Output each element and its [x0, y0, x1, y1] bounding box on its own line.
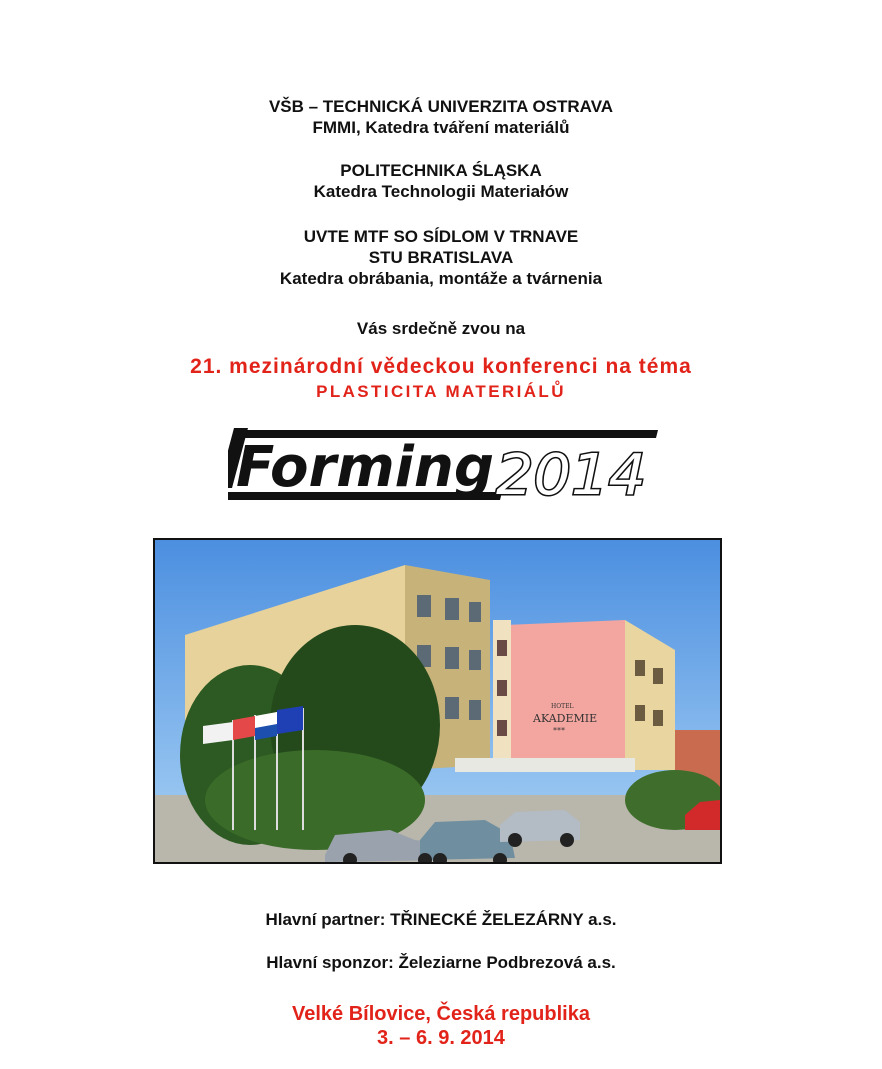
logo-year: 2014 [496, 443, 646, 504]
venue-location: Velké Bílovice, Česká republika [292, 1003, 590, 1025]
conference-title: 21. mezinárodní vědeckou konferenci na téma [190, 355, 692, 378]
hotel-sign: AKADEMIE [533, 712, 598, 725]
organizer-department: Katedra obrábania, montáže a tvárnenia [279, 269, 603, 288]
sponsor-block [0, 952, 882, 973]
organizer-name: UVTE MTF SO SÍDLOM V TRNAVE [303, 227, 579, 246]
organizer-department: FMMI, Katedra tváření materiálů [312, 118, 570, 137]
invite-text: Vás srdečně zvou na [356, 319, 526, 338]
organizer-university: STU BRATISLAVA [368, 248, 514, 267]
invite-text-block [0, 318, 882, 339]
organizer-block-vsb [0, 96, 882, 138]
venue-block [0, 1002, 882, 1050]
conference-theme: PLASTICITA MATERIÁLŮ [316, 382, 566, 401]
hotel-photo-illustration [155, 540, 720, 862]
building-pink [505, 620, 625, 765]
logo-word: Forming [236, 435, 494, 500]
organizer-department: Katedra Technologii Materiałów [313, 182, 569, 201]
organizer-name: VŠB – TECHNICKÁ UNIVERZITA OSTRAVA [268, 97, 614, 116]
entrance-canopy [455, 758, 635, 772]
pink-building-windows [497, 640, 507, 736]
organizer-name: POLITECHNIKA ŚLĄSKA [340, 161, 542, 180]
organizer-block-polsl [0, 160, 882, 202]
conference-title-block [0, 353, 882, 404]
forming-logo [228, 428, 658, 504]
hotel-stars: *** [553, 726, 565, 735]
conference-dates: 3. – 6. 9. 2014 [377, 1027, 505, 1049]
hotel-sign-small: HOTEL [551, 703, 574, 710]
hotel-photo [153, 538, 722, 864]
main-partner: Hlavní partner: TŘINECKÉ ŽELEZÁRNY a.s. [265, 910, 617, 929]
main-sponsor: Hlavní sponzor: Železiarne Podbrezová a.s. [266, 953, 616, 972]
organizer-block-stu [0, 226, 882, 289]
partner-block [0, 909, 882, 930]
